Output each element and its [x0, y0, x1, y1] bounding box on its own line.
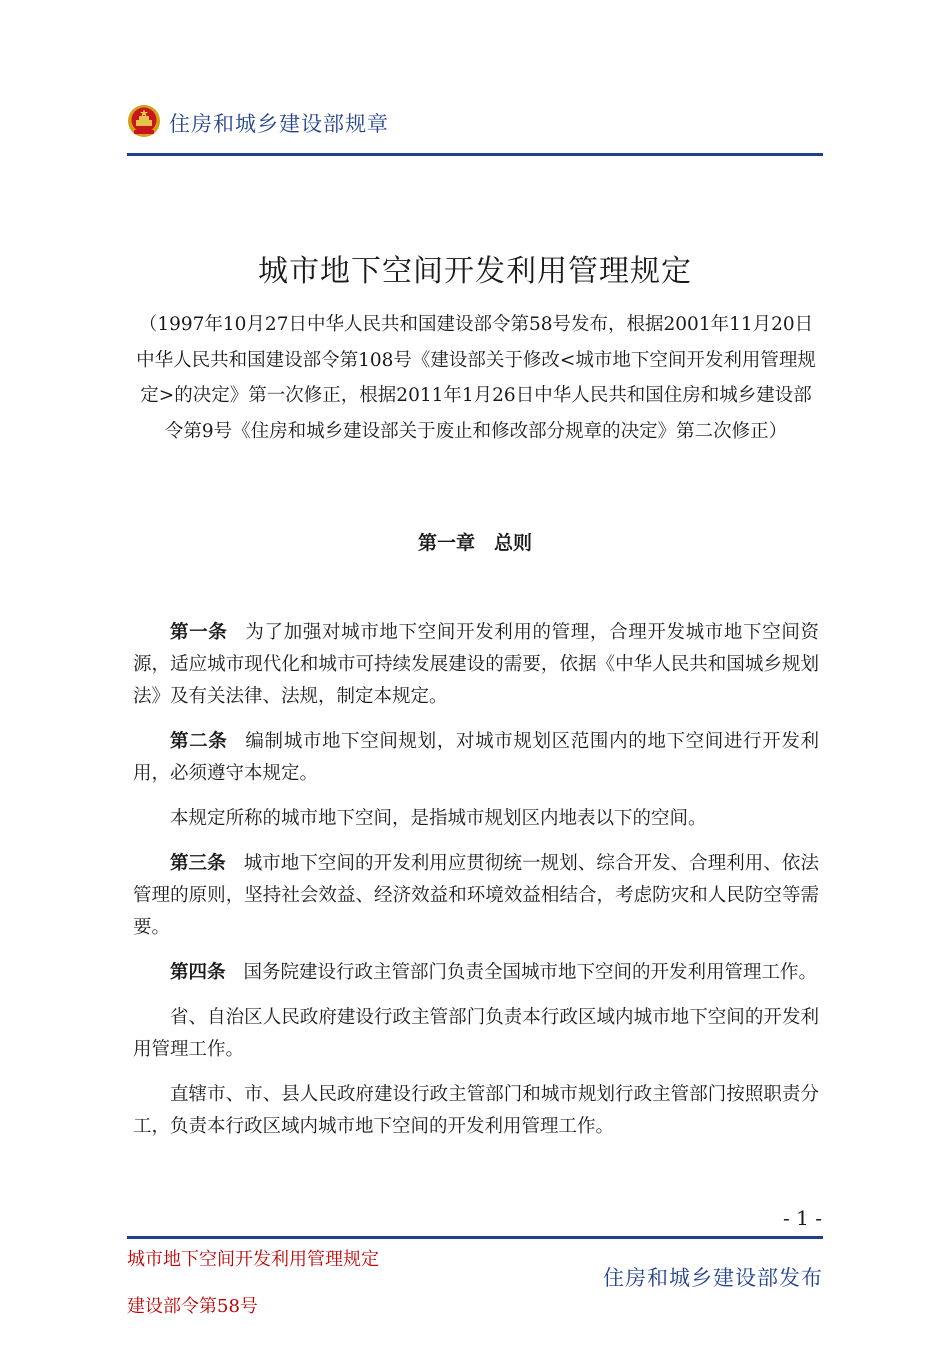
document-title: 城市地下空间开发利用管理规定 — [258, 254, 692, 289]
footer-decree-number: 建设部令第58号 — [127, 1296, 258, 1317]
paragraph-text: 省、自治区人民政府建设行政主管部门负责本行政区域内城市地下空间的开发利用管理工作。 — [133, 1007, 819, 1060]
article-text: 编制城市地下空间规划，对城市规划区范围内的地下空间进行开发利用，必须遵守本规定。 — [133, 731, 819, 784]
article-paragraph — [133, 957, 819, 989]
header-title: 住房和城乡建设部规章 — [169, 112, 389, 136]
footer-divider — [127, 1236, 823, 1239]
paragraph-text: 直辖市、市、县人民政府建设行政主管部门和城市规划行政主管部门按照职责分工，负责本行政区域内城市地下空间的开发利用管理工作。 — [133, 1084, 819, 1137]
article-number: 第一条 — [170, 622, 228, 643]
article-number: 第二条 — [170, 731, 228, 752]
article-paragraph — [133, 617, 819, 713]
article-text: 国务院建设行政主管部门负责全国城市地下空间的开发利用管理工作。 — [243, 962, 818, 983]
national-emblem-icon — [127, 104, 161, 138]
page-number: - 1 - — [783, 1206, 822, 1230]
article-paragraph — [133, 726, 819, 790]
article-text: 为了加强对城市地下空间开发利用的管理，合理开发城市地下空间资源，适应城市现代化和城市可持续发展建设的需要，依据《中华人民共和国城乡规划法》及有关法律、法规，制定本规定。 — [133, 622, 819, 707]
chapter-heading: 第一章 总则 — [417, 532, 532, 554]
body-paragraph — [133, 1002, 819, 1066]
article-number: 第三条 — [170, 853, 226, 874]
footer-regulation-name: 城市地下空间开发利用管理规定 — [127, 1249, 379, 1270]
document-body — [133, 617, 819, 1156]
header-divider — [127, 153, 823, 156]
paragraph-text: 本规定所称的城市地下空间，是指城市规划区内地表以下的空间。 — [170, 808, 707, 829]
article-number: 第四条 — [170, 962, 226, 983]
body-paragraph — [133, 1079, 819, 1143]
article-paragraph — [133, 848, 819, 944]
footer-publisher: 住房和城乡建设部发布 — [603, 1266, 823, 1290]
article-text: 城市地下空间的开发利用应贯彻统一规划、综合开发、合理利用、依法管理的原则，坚持社会效益、经济效益和环境效益相结合，考虑防灾和人民防空等需要。 — [133, 853, 819, 938]
page-header — [127, 100, 823, 156]
body-paragraph — [133, 803, 819, 835]
document-history-note: （1997年10月27日中华人民共和国建设部令第58号发布，根据2001年11月20日中华人民共和国建设部令第108号《建设部关于修改<城市地下空间开发利用管理规定>的决定》第一次修正，根据2011年1月26日中华人民共和国住房和城乡建设部令第9号《住房和城乡建设部关于废止和修改部分规章的决定》第二次修正） — [136, 314, 816, 442]
